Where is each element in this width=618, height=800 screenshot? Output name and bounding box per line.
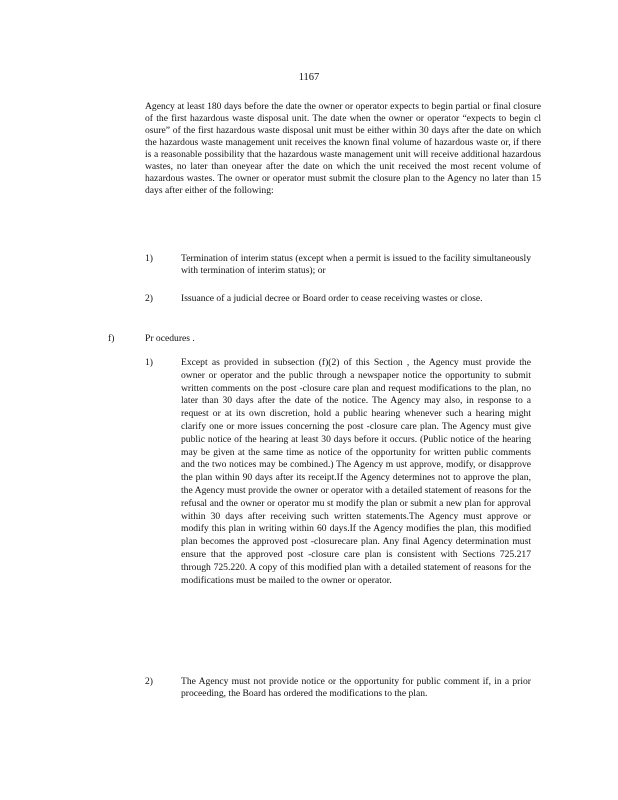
section-title: Pr ocedures . [145,333,195,344]
list-item-label: 1) [145,253,153,264]
list-item-label: 2) [145,293,153,304]
list-item-text: Termination of interim status (except when a permit is issued to the facility simultaneously with termination of interim status); or [181,253,531,276]
page-number: 1167 [298,72,320,83]
list-item-text: The Agency must not provide notice or the opportunity for public comment if, in a prior proceeding, the Board has ordered the modifications to the plan. [181,676,531,699]
intro-paragraph: Agency at least 180 days before the date the owner or operator expects to begin partial or final closure of the first hazardous waste disposal unit. The date when the owner or operator “expects to begin cl osure” of the first hazardous waste disposal unit must be either within 30 days after the date on which the hazardous waste management unit receives the known final volume of hazardous waste or, if there is a reasonable possibility that the hazardous waste management unit will receive additional hazardous wastes, no later than oneyear after the date on which the unit received the most recent volume of hazardous wastes. The owner or operator must submit the closure plan to the Agency no later than 15 days after either of the following: [145,101,541,196]
section-label: f) [108,333,115,344]
list-item-text: Issuance of a judicial decree or Board order to cease receiving wastes or close. [181,293,483,304]
list-item-label: 1) [145,357,153,368]
list-item-label: 2) [145,676,153,687]
list-item-text: Except as provided in subsection (f)(2) of this Section , the Agency must provide the owner or operator and the public through a newspaper notice the opportunity to submit written comments on the post -closure care plan and request modifications to the plan, no later than 30 days after the date of the notice. The Agency may also, in response to a request or at its own discretion, hold a public hearing whenever such a hearing might clarify one or more issues concerning the post -closure care plan. The Agency must give public notice of the hearing at least 30 days before it occurs. (Public notice of the hearing may be given at the same time as notice of the opportunity for written public comments and the two notices may be combined.) The Agency m ust approve, modify, or disapprove the plan within 90 days after its receipt.If the Agency determines not to approve the plan, the Agency must provide the owner or operator with a detailed statement of reasons for the refusal and the owner or operator mu st modify the plan or submit a new plan for approval within 30 days after receiving such written statements.The Agency must approve or modify this plan in writing within 60 days.If the Agency modifies the plan, this modified plan becomes the approved post -closurecare plan. Any final Agency determination must ensure that the approved post -closure care plan is consistent with Sections 725.217 through 725.220. A copy of this modified plan with a detailed statement of reasons for the modifications must be mailed to the owner or operator. [181,357,531,586]
